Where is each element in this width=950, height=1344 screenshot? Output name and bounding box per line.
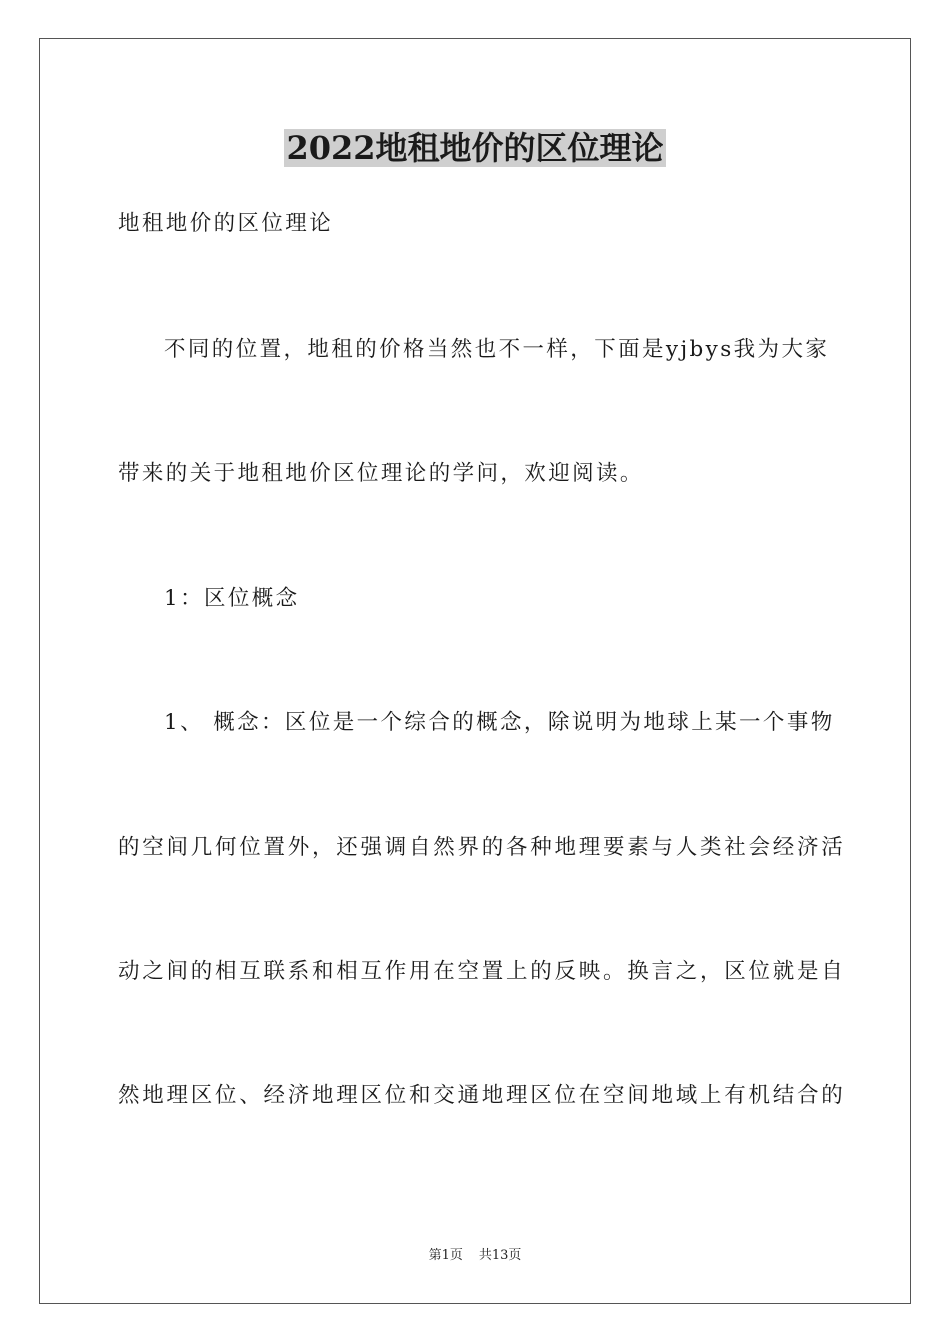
paragraph-line: 不同的位置，地租的价格当然也不一样，下面是yjbys我为大家 [164, 337, 830, 362]
paragraph-line: 动之间的相互联系和相互作用在空置上的反映。换言之，区位就是自 [118, 959, 846, 984]
paragraph-line: 的空间几何位置外，还强调自然界的各种地理要素与人类社会经济活 [118, 835, 846, 860]
subtitle-line: 地租地价的区位理论 [118, 211, 334, 236]
page-footer [0, 1247, 950, 1265]
document-title-text: 2022地租地价的区位理论 [286, 129, 664, 167]
paragraph-line: 带来的关于地租地价区位理论的学问，欢迎阅读。 [118, 461, 644, 486]
document-title [0, 128, 950, 168]
section-heading: 1：区位概念 [164, 586, 300, 611]
page-number: 第1页 [428, 1248, 463, 1263]
paragraph-line: 然地理区位、经济地理区位和交通地理区位在空间地域上有机结合的 [118, 1083, 846, 1108]
page-total: 共13页 [478, 1248, 522, 1263]
paragraph-line: 1、 概念：区位是一个综合的概念，除说明为地球上某一个事物 [164, 710, 835, 735]
